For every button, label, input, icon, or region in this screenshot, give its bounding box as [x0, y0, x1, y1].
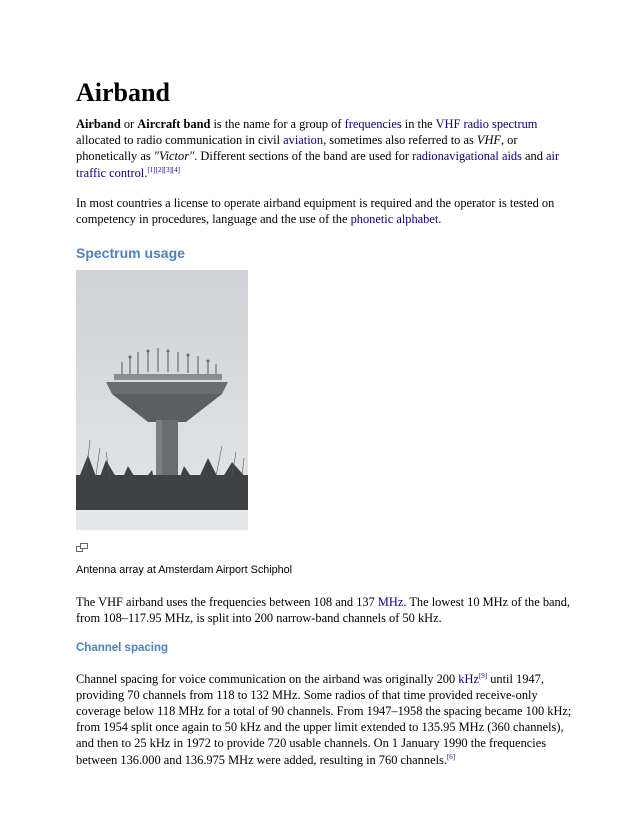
text-run: , or phonetically as — [76, 133, 518, 164]
page-title: Airband — [76, 78, 170, 107]
inline-link[interactable]: radionavigational aids — [412, 149, 522, 164]
enlarge-icon — [76, 543, 88, 552]
text-run: "Victor" — [153, 149, 195, 164]
text-run: , sometimes also referred to as — [323, 133, 477, 148]
text-run: . — [438, 212, 442, 227]
inline-link[interactable]: air traffic control — [76, 149, 560, 180]
text-run: until 1947, providing 70 channels from 118 to 132 MHz. Some radios of that time provided receive-only coverage below 118 MHz for a total of 90 channels. From 1947–1958 the spacing became 100 kHz; from 1954 split once again to 50 kHz and the upper limit extended to 135.95 MHz (360 channels), and then to 25 kHz in 1972 to provide 720 usable channels. On 1 January 1990 the frequencies between 136.000 and 136.975 MHz were added, resulting in 760 channels. — [76, 671, 572, 767]
inline-link[interactable]: MHz — [377, 595, 404, 610]
section-heading-channel-spacing: Channel spacing — [76, 641, 169, 654]
text-run: VHF — [476, 133, 501, 148]
spectrum-paragraph — [76, 594, 576, 626]
text-run: is the name for a group of — [210, 117, 345, 131]
antenna-tower-image — [76, 270, 248, 530]
intro-paragraph-1 — [76, 116, 576, 181]
intro-paragraph-2 — [76, 195, 576, 227]
text-run: . — [144, 165, 148, 180]
inline-link[interactable]: aviation — [283, 133, 324, 148]
citation-link[interactable]: [1][2][3][4] — [147, 165, 180, 174]
citation-link[interactable]: [6] — [446, 752, 456, 761]
channel-spacing-paragraph — [76, 671, 576, 768]
text-run: allocated to radio communication in civil — [76, 133, 284, 148]
text-run: Channel spacing for voice communication on the airband was originally 200 — [76, 671, 459, 686]
inline-link[interactable]: VHF radio spectrum — [435, 117, 538, 131]
antenna-photo — [76, 270, 576, 530]
text-run: The VHF airband uses the frequencies between 108 and 137 — [76, 595, 378, 610]
text-run: in the — [401, 117, 436, 131]
inline-link[interactable]: kHz — [458, 671, 479, 686]
text-run: and — [521, 149, 547, 164]
article — [76, 78, 576, 768]
inline-link[interactable]: frequencies — [344, 117, 402, 131]
text-run: Airband — [76, 117, 121, 131]
enlarge-button[interactable] — [76, 543, 576, 552]
text-run: . Different sections of the band are used for — [194, 149, 413, 164]
section-heading-spectrum-usage: Spectrum usage — [76, 245, 185, 262]
text-run: In most countries a license to operate airband equipment is required and the operator is tested on competency in procedures, language and the use of the — [76, 195, 555, 227]
text-run: or — [120, 117, 138, 131]
citation-link[interactable]: [9] — [478, 671, 488, 680]
image-caption: Antenna array at Amsterdam Airport Schiphol — [76, 564, 293, 577]
text-run: Aircraft band — [137, 117, 211, 131]
text-run: . The lowest 10 MHz of the band, from 108–117.95 MHz, is split into 200 narrow-band channels of 50 kHz. — [76, 595, 571, 626]
inline-link[interactable]: phonetic alphabet — [350, 212, 439, 227]
